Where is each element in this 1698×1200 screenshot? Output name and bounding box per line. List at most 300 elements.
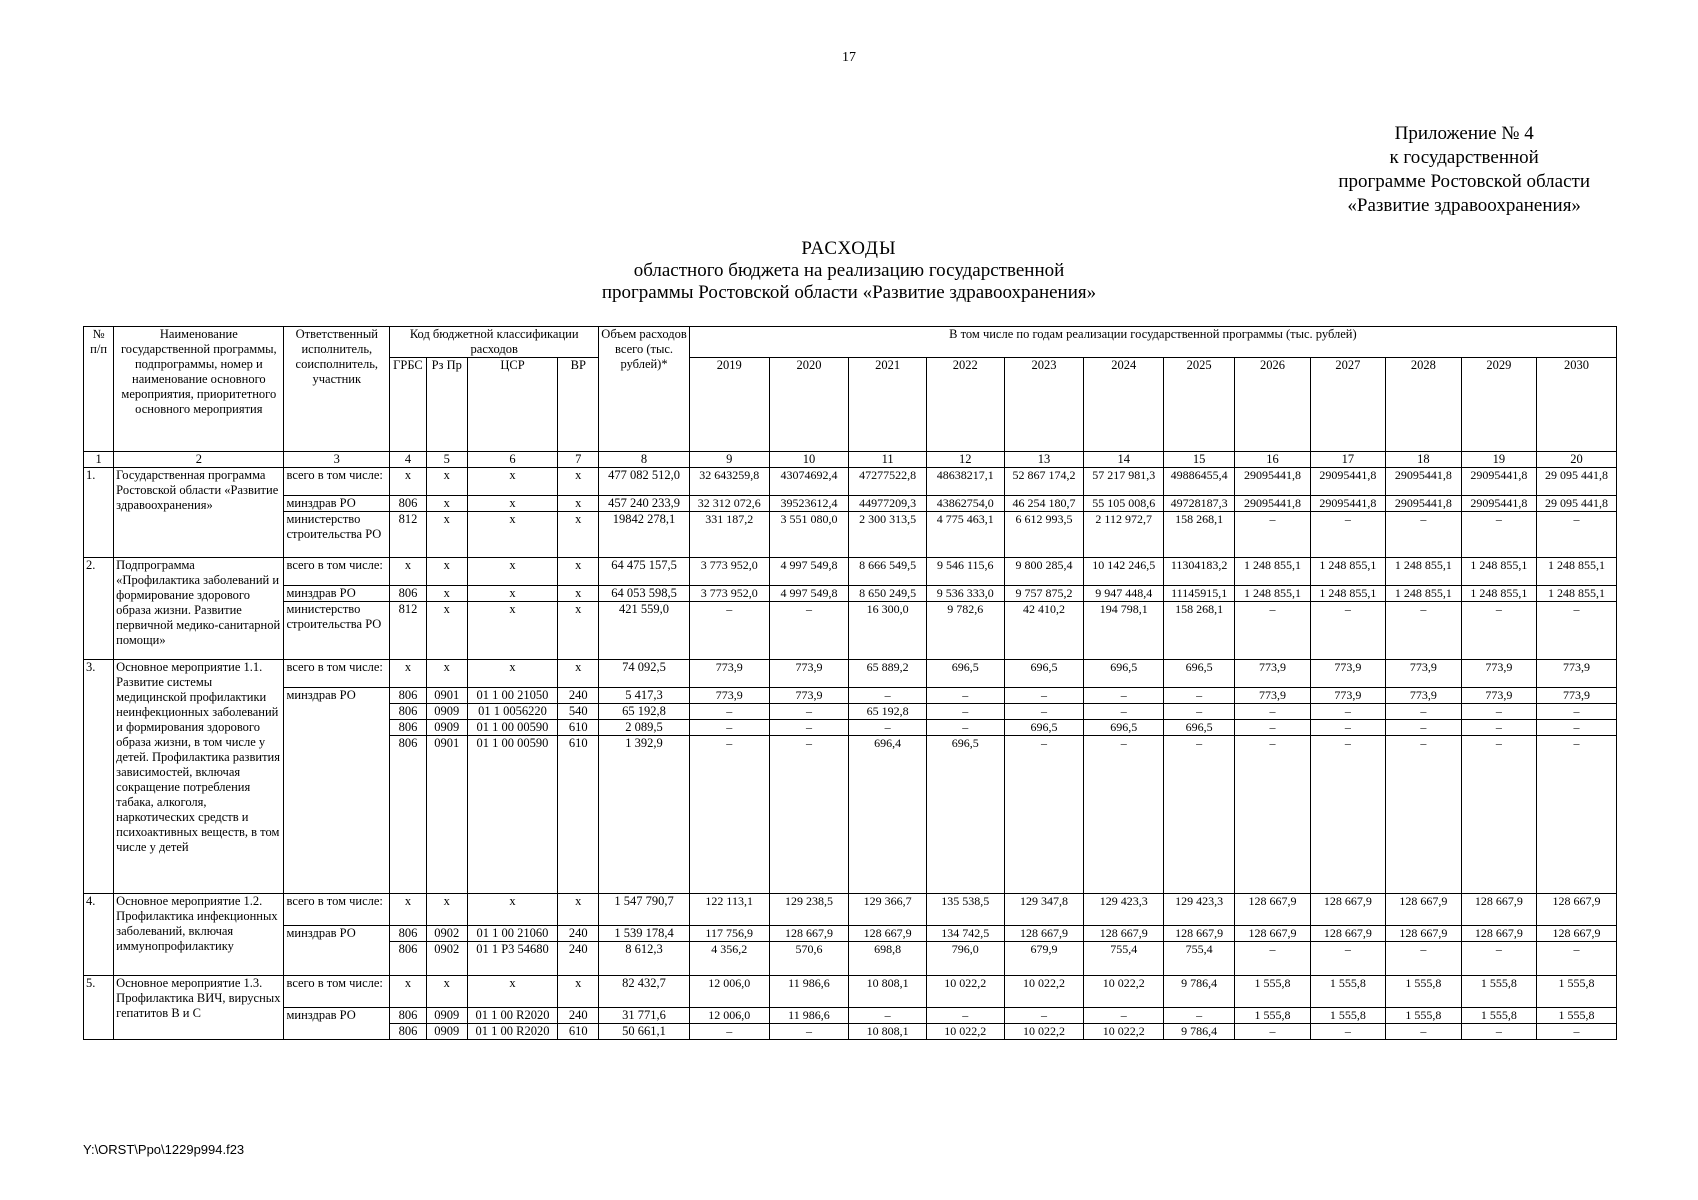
year-amount: 32 312 072,6 bbox=[689, 496, 769, 512]
year-amount: 1 555,8 bbox=[1537, 976, 1617, 1008]
budget-code-vr: 610 bbox=[558, 1024, 599, 1040]
year-amount: – bbox=[1461, 704, 1536, 720]
col-number: 19 bbox=[1461, 452, 1536, 468]
year-amount: – bbox=[769, 704, 849, 720]
table-header bbox=[84, 327, 1617, 468]
col-number: 3 bbox=[284, 452, 390, 468]
year-amount: 10 022,2 bbox=[1004, 976, 1084, 1008]
year-amount: – bbox=[1461, 736, 1536, 894]
col-header-grbs: ГРБС bbox=[390, 358, 427, 452]
year-amount: 128 667,9 bbox=[1310, 894, 1385, 926]
budget-code-rz: x bbox=[426, 660, 467, 688]
year-amount: 128 667,9 bbox=[1537, 926, 1617, 942]
table-row bbox=[84, 688, 1617, 704]
budget-code-rz: x bbox=[426, 496, 467, 512]
total-amount: 8 612,3 bbox=[599, 942, 690, 976]
total-amount: 1 539 178,4 bbox=[599, 926, 690, 942]
col-number: 8 bbox=[599, 452, 690, 468]
table-row bbox=[84, 1008, 1617, 1024]
budget-code-rz: 0901 bbox=[426, 736, 467, 894]
year-amount: 570,6 bbox=[769, 942, 849, 976]
budget-code-vr: 240 bbox=[558, 1008, 599, 1024]
file-path-footer: Y:\ORST\Ppo\1229p994.f23 bbox=[83, 1142, 245, 1157]
col-header-csr: ЦСР bbox=[467, 358, 558, 452]
col-header-years: В том числе по годам реализации государственной программы (тыс. рублей) bbox=[689, 327, 1616, 358]
year-amount: 11304183,2 bbox=[1164, 558, 1235, 586]
year-amount: – bbox=[1386, 512, 1461, 558]
budget-code-rz: 0909 bbox=[426, 1024, 467, 1040]
year-amount: – bbox=[1235, 512, 1310, 558]
year-amount: – bbox=[689, 602, 769, 660]
col-header-year: 2019 bbox=[689, 358, 769, 452]
year-amount: – bbox=[1537, 736, 1617, 894]
year-amount: – bbox=[769, 736, 849, 894]
year-amount: – bbox=[769, 720, 849, 736]
year-amount: 773,9 bbox=[1310, 688, 1385, 704]
year-amount: 3 773 952,0 bbox=[689, 586, 769, 602]
col-header-year: 2023 bbox=[1004, 358, 1084, 452]
year-amount: 1 555,8 bbox=[1310, 1008, 1385, 1024]
year-amount: 1 555,8 bbox=[1235, 976, 1310, 1008]
budget-code-csr: x bbox=[467, 496, 558, 512]
table-body bbox=[84, 468, 1617, 1040]
budget-code-rz: x bbox=[426, 976, 467, 1008]
year-amount: 10 022,2 bbox=[926, 1024, 1004, 1040]
year-amount: 773,9 bbox=[1537, 688, 1617, 704]
title-line: РАСХОДЫ bbox=[801, 238, 897, 259]
budget-code-rz: 0909 bbox=[426, 704, 467, 720]
year-amount: 4 997 549,8 bbox=[769, 586, 849, 602]
row-number: 5. bbox=[84, 976, 114, 1040]
budget-code-vr: 610 bbox=[558, 720, 599, 736]
budget-code-vr: x bbox=[558, 558, 599, 586]
col-header-num: № п/п bbox=[84, 327, 114, 452]
year-amount: – bbox=[689, 736, 769, 894]
col-header-year: 2025 bbox=[1164, 358, 1235, 452]
year-amount: 9 757 875,2 bbox=[1004, 586, 1084, 602]
budget-code-grbs: 806 bbox=[390, 736, 427, 894]
year-amount: 129 366,7 bbox=[849, 894, 927, 926]
expenses-table bbox=[83, 326, 1617, 1040]
year-amount: 128 667,9 bbox=[1386, 894, 1461, 926]
total-amount: 457 240 233,9 bbox=[599, 496, 690, 512]
year-amount: 1 248 855,1 bbox=[1310, 586, 1385, 602]
budget-code-grbs: x bbox=[390, 558, 427, 586]
responsible-executor: минздрав РО bbox=[284, 586, 390, 602]
year-amount: – bbox=[1537, 720, 1617, 736]
budget-code-grbs: 806 bbox=[390, 926, 427, 942]
col-number: 4 bbox=[390, 452, 427, 468]
total-amount: 421 559,0 bbox=[599, 602, 690, 660]
col-number: 18 bbox=[1386, 452, 1461, 468]
table-row bbox=[84, 512, 1617, 558]
col-header-year: 2029 bbox=[1461, 358, 1536, 452]
year-amount: 9 782,6 bbox=[926, 602, 1004, 660]
year-amount: 696,5 bbox=[1004, 720, 1084, 736]
year-amount: 117 756,9 bbox=[689, 926, 769, 942]
budget-code-vr: x bbox=[558, 586, 599, 602]
budget-code-csr: 01 1 00 21050 bbox=[467, 688, 558, 704]
year-amount: 128 667,9 bbox=[1084, 926, 1164, 942]
col-header-code: Код бюджетной классификации расходов bbox=[390, 327, 599, 358]
year-amount: 129 238,5 bbox=[769, 894, 849, 926]
budget-code-rz: x bbox=[426, 558, 467, 586]
year-amount: – bbox=[769, 602, 849, 660]
year-amount: 57 217 981,3 bbox=[1084, 468, 1164, 496]
col-header-total: Объем расходов всего (тыс. рублей)* bbox=[599, 327, 690, 452]
budget-code-vr: x bbox=[558, 894, 599, 926]
responsible-executor: всего в том числе: bbox=[284, 660, 390, 688]
year-amount: 773,9 bbox=[1235, 688, 1310, 704]
year-amount: 128 667,9 bbox=[1004, 926, 1084, 942]
year-amount: 773,9 bbox=[1386, 688, 1461, 704]
year-amount: – bbox=[1235, 942, 1310, 976]
year-amount: 128 667,9 bbox=[1461, 926, 1536, 942]
row-number: 3. bbox=[84, 660, 114, 894]
year-amount: 49886455,4 bbox=[1164, 468, 1235, 496]
total-amount: 5 417,3 bbox=[599, 688, 690, 704]
year-amount: – bbox=[1386, 720, 1461, 736]
year-amount: – bbox=[849, 1008, 927, 1024]
responsible-executor: минздрав РО bbox=[284, 496, 390, 512]
budget-code-rz: x bbox=[426, 894, 467, 926]
responsible-executor: минздрав РО bbox=[284, 926, 390, 976]
year-amount: 10 022,2 bbox=[1084, 976, 1164, 1008]
year-amount: 128 667,9 bbox=[1461, 894, 1536, 926]
year-amount: – bbox=[926, 704, 1004, 720]
year-amount: 39523612,4 bbox=[769, 496, 849, 512]
responsible-executor: всего в том числе: bbox=[284, 976, 390, 1008]
year-amount: 8 666 549,5 bbox=[849, 558, 927, 586]
year-amount: 1 248 855,1 bbox=[1537, 558, 1617, 586]
year-amount: – bbox=[1084, 688, 1164, 704]
col-number: 7 bbox=[558, 452, 599, 468]
year-amount: 10 808,1 bbox=[849, 1024, 927, 1040]
year-amount: – bbox=[849, 688, 927, 704]
col-header-rzpr: Рз Пр bbox=[426, 358, 467, 452]
year-amount: 698,8 bbox=[849, 942, 927, 976]
budget-code-rz: 0909 bbox=[426, 720, 467, 736]
budget-code-vr: 240 bbox=[558, 688, 599, 704]
year-amount: 9 947 448,4 bbox=[1084, 586, 1164, 602]
year-amount: 696,5 bbox=[1164, 720, 1235, 736]
table-row bbox=[84, 558, 1617, 586]
budget-code-grbs: 806 bbox=[390, 704, 427, 720]
budget-code-grbs: x bbox=[390, 660, 427, 688]
budget-code-grbs: 806 bbox=[390, 1024, 427, 1040]
year-amount: 128 667,9 bbox=[849, 926, 927, 942]
year-amount: 10 022,2 bbox=[1084, 1024, 1164, 1040]
year-amount: 773,9 bbox=[769, 688, 849, 704]
program-name: Основное мероприятие 1.1. Развитие системы медицинской профилактики неинфекционных заболеваний и формирования здорового образа жизни, в том числе у детей. Профилактика развития зависимостей, включая сокращение потребления табака, алкоголя, наркотических средств и психоактивных веществ, в том числе у детей bbox=[114, 660, 284, 894]
title-line: областного бюджета на реализацию государственной bbox=[633, 260, 1065, 281]
year-amount: 1 555,8 bbox=[1461, 976, 1536, 1008]
year-amount: – bbox=[1310, 1024, 1385, 1040]
col-number: 1 bbox=[84, 452, 114, 468]
year-amount: 29095441,8 bbox=[1386, 496, 1461, 512]
year-amount: – bbox=[1164, 704, 1235, 720]
year-amount: 1 248 855,1 bbox=[1461, 558, 1536, 586]
year-amount: 1 555,8 bbox=[1310, 976, 1385, 1008]
year-amount: 10 022,2 bbox=[1004, 1024, 1084, 1040]
year-amount: 696,5 bbox=[926, 660, 1004, 688]
year-amount: 1 248 855,1 bbox=[1386, 558, 1461, 586]
budget-code-grbs: x bbox=[390, 468, 427, 496]
year-amount: 128 667,9 bbox=[1537, 894, 1617, 926]
budget-code-csr: 01 1 00 21060 bbox=[467, 926, 558, 942]
table-row bbox=[84, 660, 1617, 688]
col-header-year: 2028 bbox=[1386, 358, 1461, 452]
responsible-executor: минздрав РО bbox=[284, 1008, 390, 1040]
year-amount: 3 773 952,0 bbox=[689, 558, 769, 586]
year-amount: – bbox=[1310, 736, 1385, 894]
budget-code-vr: x bbox=[558, 468, 599, 496]
year-amount: 1 248 855,1 bbox=[1461, 586, 1536, 602]
year-amount: – bbox=[1386, 736, 1461, 894]
year-amount: 48638217,1 bbox=[926, 468, 1004, 496]
year-amount: 6 612 993,5 bbox=[1004, 512, 1084, 558]
year-amount: 773,9 bbox=[1537, 660, 1617, 688]
total-amount: 1 547 790,7 bbox=[599, 894, 690, 926]
table-row bbox=[84, 586, 1617, 602]
year-amount: 46 254 180,7 bbox=[1004, 496, 1084, 512]
year-amount: 43862754,0 bbox=[926, 496, 1004, 512]
year-amount: – bbox=[1461, 602, 1536, 660]
year-amount: 679,9 bbox=[1004, 942, 1084, 976]
year-amount: 16 300,0 bbox=[849, 602, 927, 660]
budget-code-csr: x bbox=[467, 660, 558, 688]
budget-code-csr: x bbox=[467, 512, 558, 558]
year-amount: 773,9 bbox=[1461, 688, 1536, 704]
year-amount: 1 555,8 bbox=[1235, 1008, 1310, 1024]
total-amount: 74 092,5 bbox=[599, 660, 690, 688]
col-header-year: 2022 bbox=[926, 358, 1004, 452]
col-number: 5 bbox=[426, 452, 467, 468]
year-amount: – bbox=[1164, 1008, 1235, 1024]
year-amount: 44977209,3 bbox=[849, 496, 927, 512]
year-amount: 4 997 549,8 bbox=[769, 558, 849, 586]
year-amount: 773,9 bbox=[689, 660, 769, 688]
total-amount: 82 432,7 bbox=[599, 976, 690, 1008]
table-row bbox=[84, 602, 1617, 660]
row-number: 4. bbox=[84, 894, 114, 976]
budget-code-vr: 240 bbox=[558, 926, 599, 942]
col-header-resp: Ответственный исполнитель, соисполнитель, участник bbox=[284, 327, 390, 452]
year-amount: – bbox=[1386, 1024, 1461, 1040]
year-amount: – bbox=[1235, 736, 1310, 894]
budget-code-rz: x bbox=[426, 586, 467, 602]
year-amount: – bbox=[689, 720, 769, 736]
year-amount: 52 867 174,2 bbox=[1004, 468, 1084, 496]
year-amount: – bbox=[1235, 720, 1310, 736]
year-amount: – bbox=[926, 688, 1004, 704]
year-amount: – bbox=[1461, 1024, 1536, 1040]
year-amount: 773,9 bbox=[689, 688, 769, 704]
year-amount: 3 551 080,0 bbox=[769, 512, 849, 558]
year-amount: 135 538,5 bbox=[926, 894, 1004, 926]
year-amount: – bbox=[1164, 688, 1235, 704]
col-number: 13 bbox=[1004, 452, 1084, 468]
year-amount: 128 667,9 bbox=[1386, 926, 1461, 942]
responsible-executor: всего в том числе: bbox=[284, 468, 390, 496]
year-amount: 29095441,8 bbox=[1235, 468, 1310, 496]
responsible-executor: всего в том числе: bbox=[284, 894, 390, 926]
year-amount: 696,5 bbox=[1084, 720, 1164, 736]
col-header-year: 2021 bbox=[849, 358, 927, 452]
year-amount: – bbox=[1537, 602, 1617, 660]
year-amount: – bbox=[926, 720, 1004, 736]
year-amount: 1 248 855,1 bbox=[1537, 586, 1617, 602]
year-amount: 32 643259,8 bbox=[689, 468, 769, 496]
total-amount: 19842 278,1 bbox=[599, 512, 690, 558]
year-amount: – bbox=[1310, 704, 1385, 720]
budget-code-vr: 540 bbox=[558, 704, 599, 720]
budget-code-rz: x bbox=[426, 512, 467, 558]
year-amount: 773,9 bbox=[1310, 660, 1385, 688]
budget-code-vr: x bbox=[558, 976, 599, 1008]
col-number: 16 bbox=[1235, 452, 1310, 468]
year-amount: 128 667,9 bbox=[1235, 894, 1310, 926]
year-amount: 696,4 bbox=[849, 736, 927, 894]
year-amount: – bbox=[1004, 704, 1084, 720]
year-amount: 755,4 bbox=[1164, 942, 1235, 976]
year-amount: 10 142 246,5 bbox=[1084, 558, 1164, 586]
program-name: Основное мероприятие 1.2. Профилактика инфекционных заболеваний, включая иммунопрофилактику bbox=[114, 894, 284, 976]
col-header-year: 2027 bbox=[1310, 358, 1385, 452]
budget-code-grbs: 806 bbox=[390, 496, 427, 512]
year-amount: 134 742,5 bbox=[926, 926, 1004, 942]
budget-code-csr: x bbox=[467, 976, 558, 1008]
appendix-note bbox=[1338, 122, 1590, 218]
year-amount: 773,9 bbox=[769, 660, 849, 688]
year-amount: 29 095 441,8 bbox=[1537, 468, 1617, 496]
year-amount: 696,5 bbox=[1004, 660, 1084, 688]
appendix-line: к государственной bbox=[1389, 147, 1539, 168]
year-amount: – bbox=[926, 1008, 1004, 1024]
year-amount: 4 775 463,1 bbox=[926, 512, 1004, 558]
year-amount: – bbox=[1386, 602, 1461, 660]
year-amount: 696,5 bbox=[926, 736, 1004, 894]
year-amount: – bbox=[1084, 704, 1164, 720]
year-amount: 1 555,8 bbox=[1386, 1008, 1461, 1024]
year-amount: 1 248 855,1 bbox=[1235, 586, 1310, 602]
budget-code-rz: x bbox=[426, 602, 467, 660]
year-amount: 796,0 bbox=[926, 942, 1004, 976]
budget-code-csr: 01 1 00 00590 bbox=[467, 736, 558, 894]
year-amount: – bbox=[1310, 602, 1385, 660]
year-amount: 1 248 855,1 bbox=[1310, 558, 1385, 586]
col-header-name: Наименование государственной программы, подпрограммы, номер и наименование основного мероприятия, приоритетного основного мероприятия bbox=[114, 327, 284, 452]
year-amount: – bbox=[1537, 942, 1617, 976]
year-amount: 129 423,3 bbox=[1084, 894, 1164, 926]
table-row bbox=[84, 926, 1617, 942]
year-amount: – bbox=[1084, 1008, 1164, 1024]
year-amount: – bbox=[1386, 942, 1461, 976]
table-row bbox=[84, 976, 1617, 1008]
page-number: 17 bbox=[842, 50, 856, 65]
budget-code-vr: x bbox=[558, 496, 599, 512]
appendix-line: программе Ростовской области bbox=[1338, 171, 1590, 192]
year-amount: – bbox=[1386, 704, 1461, 720]
col-number: 14 bbox=[1084, 452, 1164, 468]
year-amount: 129 347,8 bbox=[1004, 894, 1084, 926]
year-amount: 8 650 249,5 bbox=[849, 586, 927, 602]
year-amount: 29095441,8 bbox=[1386, 468, 1461, 496]
year-amount: 2 112 972,7 bbox=[1084, 512, 1164, 558]
year-amount: 11145915,1 bbox=[1164, 586, 1235, 602]
year-amount: – bbox=[1004, 1008, 1084, 1024]
year-amount: – bbox=[689, 704, 769, 720]
year-amount: – bbox=[769, 1024, 849, 1040]
row-number: 1. bbox=[84, 468, 114, 558]
year-amount: 11 986,6 bbox=[769, 1008, 849, 1024]
budget-code-csr: 01 1 00 R2020 bbox=[467, 1024, 558, 1040]
year-amount: 158 268,1 bbox=[1164, 512, 1235, 558]
year-amount: – bbox=[1235, 704, 1310, 720]
year-amount: 29 095 441,8 bbox=[1537, 496, 1617, 512]
budget-code-grbs: 806 bbox=[390, 720, 427, 736]
year-amount: 773,9 bbox=[1386, 660, 1461, 688]
year-amount: 1 248 855,1 bbox=[1386, 586, 1461, 602]
budget-code-rz: x bbox=[426, 468, 467, 496]
year-amount: 12 006,0 bbox=[689, 1008, 769, 1024]
budget-code-grbs: 806 bbox=[390, 688, 427, 704]
year-amount: 12 006,0 bbox=[689, 976, 769, 1008]
year-amount: 1 555,8 bbox=[1537, 1008, 1617, 1024]
col-number: 17 bbox=[1310, 452, 1385, 468]
budget-code-grbs: 812 bbox=[390, 602, 427, 660]
year-amount: 11 986,6 bbox=[769, 976, 849, 1008]
budget-code-vr: x bbox=[558, 660, 599, 688]
year-amount: 42 410,2 bbox=[1004, 602, 1084, 660]
year-amount: – bbox=[1004, 688, 1084, 704]
year-amount: 9 786,4 bbox=[1164, 976, 1235, 1008]
col-number: 9 bbox=[689, 452, 769, 468]
col-number: 15 bbox=[1164, 452, 1235, 468]
col-header-year: 2024 bbox=[1084, 358, 1164, 452]
budget-code-rz: 0902 bbox=[426, 942, 467, 976]
table-row bbox=[84, 468, 1617, 496]
col-header-vr: ВР bbox=[558, 358, 599, 452]
program-name: Подпрограмма «Профилактика заболеваний и формирование здорового образа жизни. Развитие первичной медико-санитарной помощи» bbox=[114, 558, 284, 660]
budget-code-grbs: x bbox=[390, 976, 427, 1008]
document-title bbox=[0, 238, 1698, 304]
year-amount: 1 555,8 bbox=[1461, 1008, 1536, 1024]
appendix-line: Приложение № 4 bbox=[1394, 123, 1534, 144]
responsible-executor: министерство строительства РО bbox=[284, 512, 390, 558]
title-line: программы Ростовской области «Развитие здравоохранения» bbox=[601, 282, 1097, 303]
year-amount: 194 798,1 bbox=[1084, 602, 1164, 660]
year-amount: 128 667,9 bbox=[1164, 926, 1235, 942]
year-amount: 29095441,8 bbox=[1310, 468, 1385, 496]
year-amount: – bbox=[1537, 704, 1617, 720]
col-number: 20 bbox=[1537, 452, 1617, 468]
year-amount: 65 889,2 bbox=[849, 660, 927, 688]
year-amount: 755,4 bbox=[1084, 942, 1164, 976]
budget-code-grbs: x bbox=[390, 894, 427, 926]
year-amount: 49728187,3 bbox=[1164, 496, 1235, 512]
year-amount: – bbox=[1235, 1024, 1310, 1040]
year-amount: 773,9 bbox=[1235, 660, 1310, 688]
year-amount: – bbox=[849, 720, 927, 736]
year-amount: 128 667,9 bbox=[769, 926, 849, 942]
program-name: Государственная программа Ростовской области «Развитие здравоохранения» bbox=[114, 468, 284, 558]
budget-code-rz: 0909 bbox=[426, 1008, 467, 1024]
budget-code-vr: x bbox=[558, 602, 599, 660]
year-amount: 128 667,9 bbox=[1235, 926, 1310, 942]
program-name: Основное мероприятие 1.3. Профилактика ВИЧ, вирусных гепатитов В и С bbox=[114, 976, 284, 1040]
year-amount: 4 356,2 bbox=[689, 942, 769, 976]
